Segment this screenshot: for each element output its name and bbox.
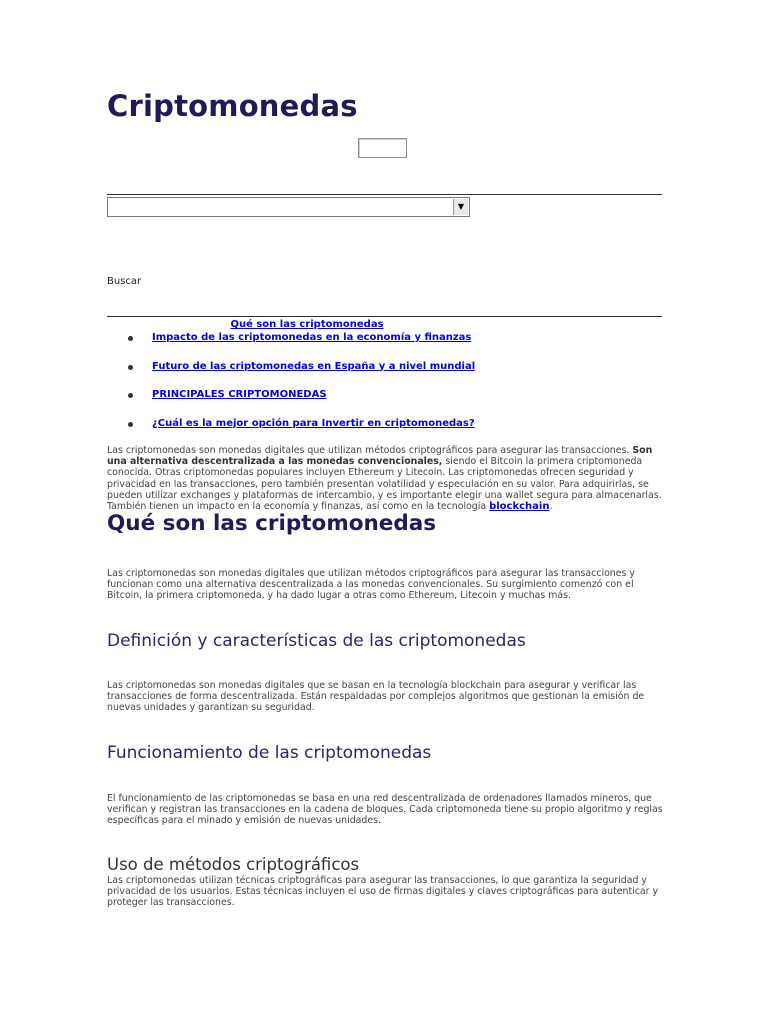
bullet-icon bbox=[128, 422, 133, 427]
toc-item bbox=[107, 418, 475, 447]
section-text-que-son: Las criptomonedas son monedas digitales que utilizan métodos criptográficos para asegurar las transacciones y funcionan como una alternativa descentralizada a las monedas convencionales. Su surgimiento comenzó con el Bitcoin, la primera criptomoneda, y ha dado lugar a otras como Ethereum, Litecoin y muchas más. bbox=[107, 568, 635, 602]
intro-text-2: siendo el Bitcoin la primera criptomoneda conocida. Otras criptomonedas populares incluyen Ethereum y Litecoin. Las criptomonedas ofrecen seguridad y privacidad en las transacciones, pero también presentan volatilidad y especulación en su valor. Para adquirirlas, se pueden utilizar exchanges y plataformas de intercambio, y es importante elegir una wallet segura para almacenarlas. También tienen un impacto en la economía y finanzas, así como en la tecnología bbox=[107, 456, 662, 513]
toc-link-invertir[interactable]: ¿Cuál es la mejor opción para Invertir en criptomonedas? bbox=[152, 417, 475, 429]
toc-link-principales[interactable]: PRINCIPALES CRIPTOMONEDAS bbox=[152, 389, 327, 400]
blockchain-link[interactable]: blockchain bbox=[489, 501, 550, 513]
search-label: Buscar bbox=[107, 276, 142, 287]
toc-list bbox=[107, 332, 475, 446]
section-heading-funcionamiento: Funcionamiento de las criptomonedas bbox=[107, 743, 432, 763]
section-heading-definicion: Definición y características de las criptomonedas bbox=[107, 631, 526, 651]
bullet-icon bbox=[128, 365, 133, 370]
section-heading-uso: Uso de métodos criptográficos bbox=[107, 855, 360, 874]
toc-item bbox=[107, 389, 475, 418]
bullet-icon bbox=[128, 336, 133, 341]
toc-item bbox=[107, 361, 475, 390]
intro-end: . bbox=[549, 501, 553, 513]
section-text-funcionamiento: El funcionamiento de las criptomonedas se basa en una red descentralizada de ordenadores llamados mineros, que verifican y registran las transacciones en la cadena de bloques. Cada criptomoneda tiene su propio algoritmo y reglas específicas para el minado y emisión de nuevas unidades. bbox=[107, 793, 663, 827]
toc-heading-link[interactable]: Qué son las criptomonedas bbox=[230, 319, 384, 330]
divider-toc bbox=[107, 316, 662, 317]
toc-item bbox=[107, 332, 475, 361]
chevron-down-icon[interactable]: ▼ bbox=[453, 199, 468, 215]
section-heading-que-son: Qué son las criptomonedas bbox=[107, 511, 437, 536]
toc-link-futuro[interactable]: Futuro de las criptomonedas en España y a nivel mundial bbox=[152, 360, 476, 372]
section-text-definicion: Las criptomonedas son monedas digitales que se basan en la tecnología blockchain para asegurar y verificar las transacciones de forma descentralizada. Están respaldadas por complejos algoritmos que gestionan la emisión de nuevas unidades y garantizan su seguridad. bbox=[107, 680, 645, 714]
page-title: Criptomonedas bbox=[107, 89, 358, 123]
intro-text-1: Las criptomonedas son monedas digitales que utilizan métodos criptográficos para asegurar las transacciones. bbox=[107, 445, 633, 456]
section-text-uso: Las criptomonedas utilizan técnicas criptográficas para asegurar las transacciones, lo que garantiza la seguridad y privacidad de los usuarios. Estas técnicas incluyen el uso de firmas digitales y claves criptográficas para autenticar y proteger las transacciones. bbox=[107, 875, 659, 909]
intro-bold-text: Son una alternativa descentralizada a las monedas convencionales, bbox=[107, 445, 653, 468]
bullet-icon bbox=[128, 393, 133, 398]
small-text-input[interactable] bbox=[358, 138, 407, 158]
category-select[interactable] bbox=[107, 197, 470, 217]
divider-top bbox=[107, 194, 662, 195]
intro-paragraph bbox=[107, 445, 663, 512]
toc-link-impacto[interactable]: Impacto de las criptomonedas en la economía y finanzas bbox=[152, 332, 472, 343]
